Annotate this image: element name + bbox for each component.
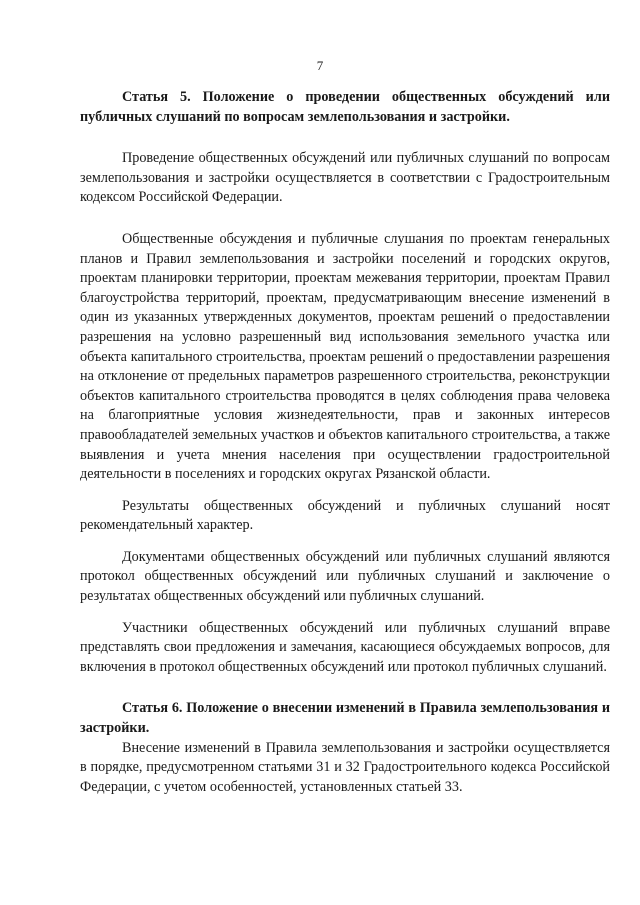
- page-number: 7: [316, 58, 324, 73]
- article-5-heading: Статья 5. Положение о проведении общественных обсуждений или публичных слушаний по вопросам землепользования и застройки.: [80, 89, 610, 125]
- article-5-paragraph-4: Документами общественных обсуждений или публичных слушаний являются протокол общественных обсуждений или публичных слушаний и заключение о результатах общественных обсуждений или публичных слушаний.: [80, 548, 610, 605]
- document-body: [80, 88, 610, 797]
- article-6-paragraph-1: Внесение изменений в Правила землепользования и застройки осуществляется в порядке, предусмотренном статьями 31 и 32 Градостроительного кодекса Российской Федерации, с учетом особенностей, установленных статьей 33.: [80, 739, 610, 795]
- article-5-paragraph-1: Проведение общественных обсуждений или публичных слушаний по вопросам землепользования и застройки осуществляется в соответствии с Градостроительным кодексом Российской Федерации.: [80, 150, 610, 206]
- article-5: [80, 88, 610, 677]
- article-5-paragraph-2: Общественные обсуждения и публичные слушания по проектам генеральных планов и Правил землепользования и застройки поселений и городских округов, проектам планировки территории, проектам межевания территории, проектам Правил благоустройства территорий, проектам, предусматривающим внесение изменений в один из указанных утвержденных документов, проектам решений о предоставлении разрешения на условно разрешенный вид использования земельного участка или объекта капитального строительства, проектам решений о предоставлении разрешения на отклонение от предельных параметров разрешенного строительства, реконструкции объектов капитального строительства проводятся в целях соблюдения права человека на благоприятные условия жизнедеятельности, прав и законных интересов правообладателей земельных участков и объектов капитального строительства, а также выявления и учета мнения населения при осуществлении градостроительной деятельности в поселениях и городских округах Рязанской области.: [80, 230, 610, 483]
- article-6-heading: Статья 6. Положение о внесении изменений в Правила землепользования и застройки.: [80, 700, 610, 737]
- article-5-paragraph-5: Участники общественных обсуждений или публичных слушаний вправе представлять свои предложения и замечания, касающиеся обсуждаемых вопросов, для включения в протокол общественных обсуждений или протокол публичных слушаний.: [80, 619, 610, 675]
- article-5-paragraph-3: Результаты общественных обсуждений и публичных слушаний носят рекомендательный характер.: [80, 497, 610, 534]
- article-6: [80, 699, 610, 797]
